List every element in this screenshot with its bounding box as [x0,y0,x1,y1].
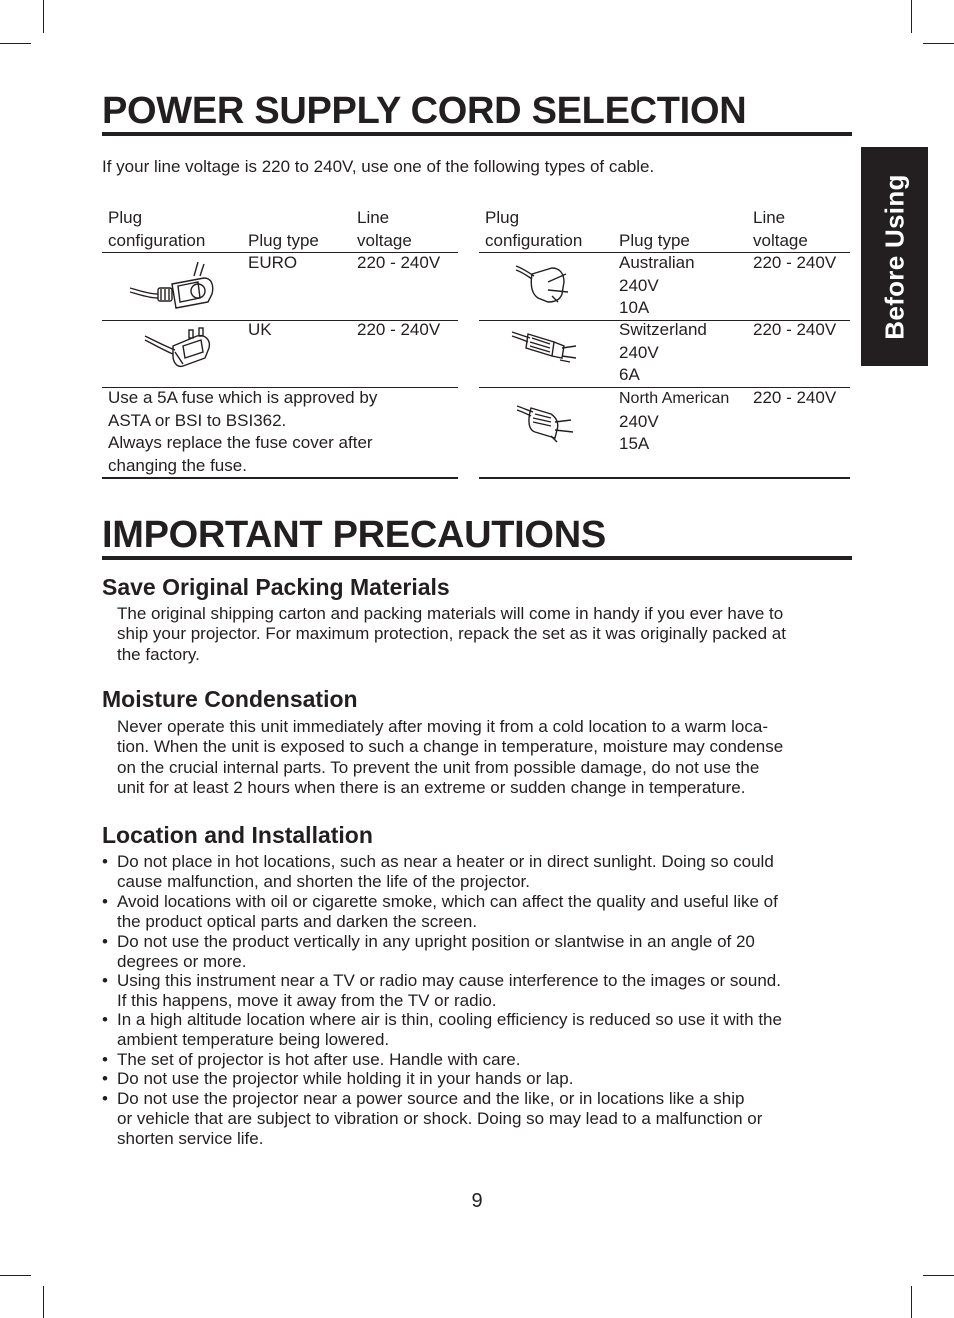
bullet-marker: • [102,1050,108,1069]
header-line-voltage: Line voltage [753,208,808,250]
list-item: Do not use the projector while holding it in your hands or lap. [117,1069,574,1088]
crop-mark [911,1286,912,1318]
title-rule [102,132,852,136]
plug-type-north-american: North American 240V 15A [619,390,730,453]
voltage-australian: 220 - 240V [753,253,837,272]
precautions-title: IMPORTANT PRECAUTIONS [102,514,606,556]
header-line-voltage: Line voltage [357,208,412,250]
voltage-uk: 220 - 240V [357,320,441,339]
bullet-marker: • [102,932,108,951]
bullet-marker: • [102,1069,108,1088]
plug-type-switzerland: Switzerland 240V 6A [619,320,707,384]
voltage-switzerland: 220 - 240V [753,320,837,339]
crop-mark [923,43,954,44]
bullet-marker: • [102,1010,108,1029]
header-plug-config: Plug configuration [485,208,583,250]
bullet-marker: • [102,1089,108,1108]
section-heading: Save Original Packing Materials [102,574,450,600]
section-tab-label: Before Using [879,173,909,340]
header-plug-type: Plug type [248,231,319,250]
section-paragraph: Never operate this unit immediately after moving it from a cold location to a warm loca- tion. When the unit is exposed to such a change in temperature, moisture may condense on the crucial internal parts. To prevent the unit from possible damage, do not use the unit for at least 2 hours when there is an extreme or sudden change in temperature. [117,717,784,797]
table-bottom-rule [479,477,850,479]
plug-type-australian: Australian 240V 10A [619,253,695,317]
fuse-note: Use a 5A fuse which is approved by ASTA or BSI to BSI362. Always replace the fuse cover after changing the fuse. [108,388,378,475]
list-item: In a high altitude location where air is thin, cooling efficiency is reduced so use it with the ambient temperature being lowered. [117,1010,782,1049]
section-heading: Location and Installation [102,822,373,848]
table-bottom-rule [102,477,458,479]
bullet-marker: • [102,852,108,871]
list-item: Avoid locations with oil or cigarette smoke, which can affect the quality and useful like of the product optical parts and darken the screen. [117,892,778,931]
north-american-plug-icon [515,400,577,444]
section-heading: Moisture Condensation [102,686,358,712]
header-plug-type: Plug type [619,231,690,250]
power-title: POWER SUPPLY CORD SELECTION [102,90,747,132]
list-item: Do not use the product vertically in any upright position or slantwise in an angle of 20 degrees or more. [117,932,755,971]
bullet-marker: • [102,892,108,911]
switzerland-plug-icon [510,326,582,364]
page-number: 9 [471,1190,483,1212]
voltage-euro: 220 - 240V [357,253,441,272]
header-plug-config: Plug configuration [108,208,206,250]
section-tab [861,147,928,366]
title-rule [102,556,852,560]
list-item: Using this instrument near a TV or radio may cause interference to the images or sound. If this happens, move it away from the TV or radio. [117,971,781,1010]
plug-type-euro: EURO [248,253,298,272]
list-item: Do not place in hot locations, such as near a heater or in direct sunlight. Doing so could cause malfunction, and shorten the life of the projector. [117,852,774,891]
crop-mark [43,0,44,33]
crop-mark [43,1286,44,1318]
uk-plug-icon [143,326,215,370]
crop-mark [923,1275,954,1276]
voltage-north-american: 220 - 240V [753,388,837,407]
list-item: The set of projector is hot after use. Handle with care. [117,1050,521,1069]
power-intro: If your line voltage is 220 to 240V, use one of the following types of cable. [102,157,655,176]
crop-mark [911,0,912,33]
bullet-marker: • [102,971,108,990]
section-paragraph: The original shipping carton and packing materials will come in handy if you ever have to ship your projector. For maximum protection, repack the set as it was originally packed at the factory. [117,604,786,664]
crop-mark [0,43,31,44]
australian-plug-icon [514,260,576,304]
euro-plug-icon [128,258,218,316]
plug-type-uk: UK [248,320,272,339]
list-item: Do not use the projector near a power source and the like, or in locations like a ship or vehicle that are subject to vibration or shock. Doing so may lead to a malfunction or shorten service life. [117,1089,763,1148]
crop-mark [0,1275,31,1276]
